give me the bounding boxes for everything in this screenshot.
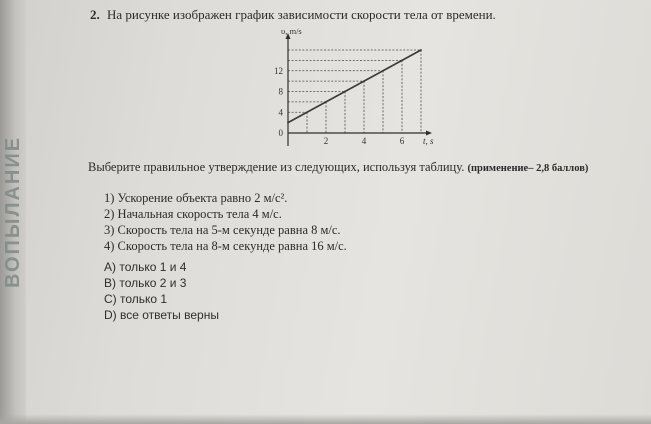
chart-grid xyxy=(288,50,421,133)
y-tick-label: 12 xyxy=(274,65,283,76)
statement-4: 4) Скорость тела на 8-м секунде равна 16 м/с. xyxy=(104,239,347,253)
y-tick-label: 8 xyxy=(278,86,283,97)
page-edge-shadow xyxy=(0,414,651,424)
statements-list xyxy=(104,190,347,254)
answer-choices xyxy=(104,259,219,323)
x-axis-arrow xyxy=(426,131,432,136)
book-binding xyxy=(0,0,26,424)
binding-text: ВОПЫЛАНИЕ xyxy=(2,135,24,289)
x-axis-label: t, s xyxy=(423,136,434,146)
question-number: 2. xyxy=(90,7,100,22)
answer-a: А) только 1 и 4 xyxy=(104,260,187,274)
y-axis-label: υ, m/s xyxy=(281,28,302,36)
chart-ticks xyxy=(274,66,405,146)
statement-3: 3) Скорость тела на 5-м секунде равна 8 м/с. xyxy=(104,223,341,237)
data-point xyxy=(420,49,422,51)
x-tick-label: 2 xyxy=(323,136,329,146)
data-point xyxy=(401,59,403,61)
velocity-time-chart xyxy=(255,28,445,158)
y-tick-label: 4 xyxy=(278,107,283,118)
instructions xyxy=(88,160,648,176)
points-note: (применение– 2,8 баллов) xyxy=(467,163,589,174)
y-tick-label: 0 xyxy=(278,128,283,138)
data-point xyxy=(363,80,365,82)
answer-c: С) только 1 xyxy=(104,292,168,306)
velocity-line xyxy=(288,50,421,123)
statement-2: 2) Начальная скорость тела 4 м/с. xyxy=(104,207,282,221)
data-point xyxy=(287,122,289,124)
instructions-text: Выберите правильное утверждение из следующих, используя таблицу. xyxy=(88,160,465,174)
question-text: На рисунке изображен график зависимости скорости тела от времени. xyxy=(107,7,496,22)
answer-d: D) все ответы верны xyxy=(104,308,219,322)
statement-1: 1) Ускорение объекта равно 2 м/с². xyxy=(104,191,288,205)
data-point xyxy=(382,70,384,72)
question-heading xyxy=(90,7,496,23)
data-point xyxy=(306,111,308,113)
x-tick-label: 6 xyxy=(399,136,405,146)
x-tick-label: 4 xyxy=(361,136,367,146)
data-point xyxy=(344,91,346,93)
answer-b: В) только 2 и 3 xyxy=(104,276,187,290)
data-point xyxy=(325,101,327,103)
